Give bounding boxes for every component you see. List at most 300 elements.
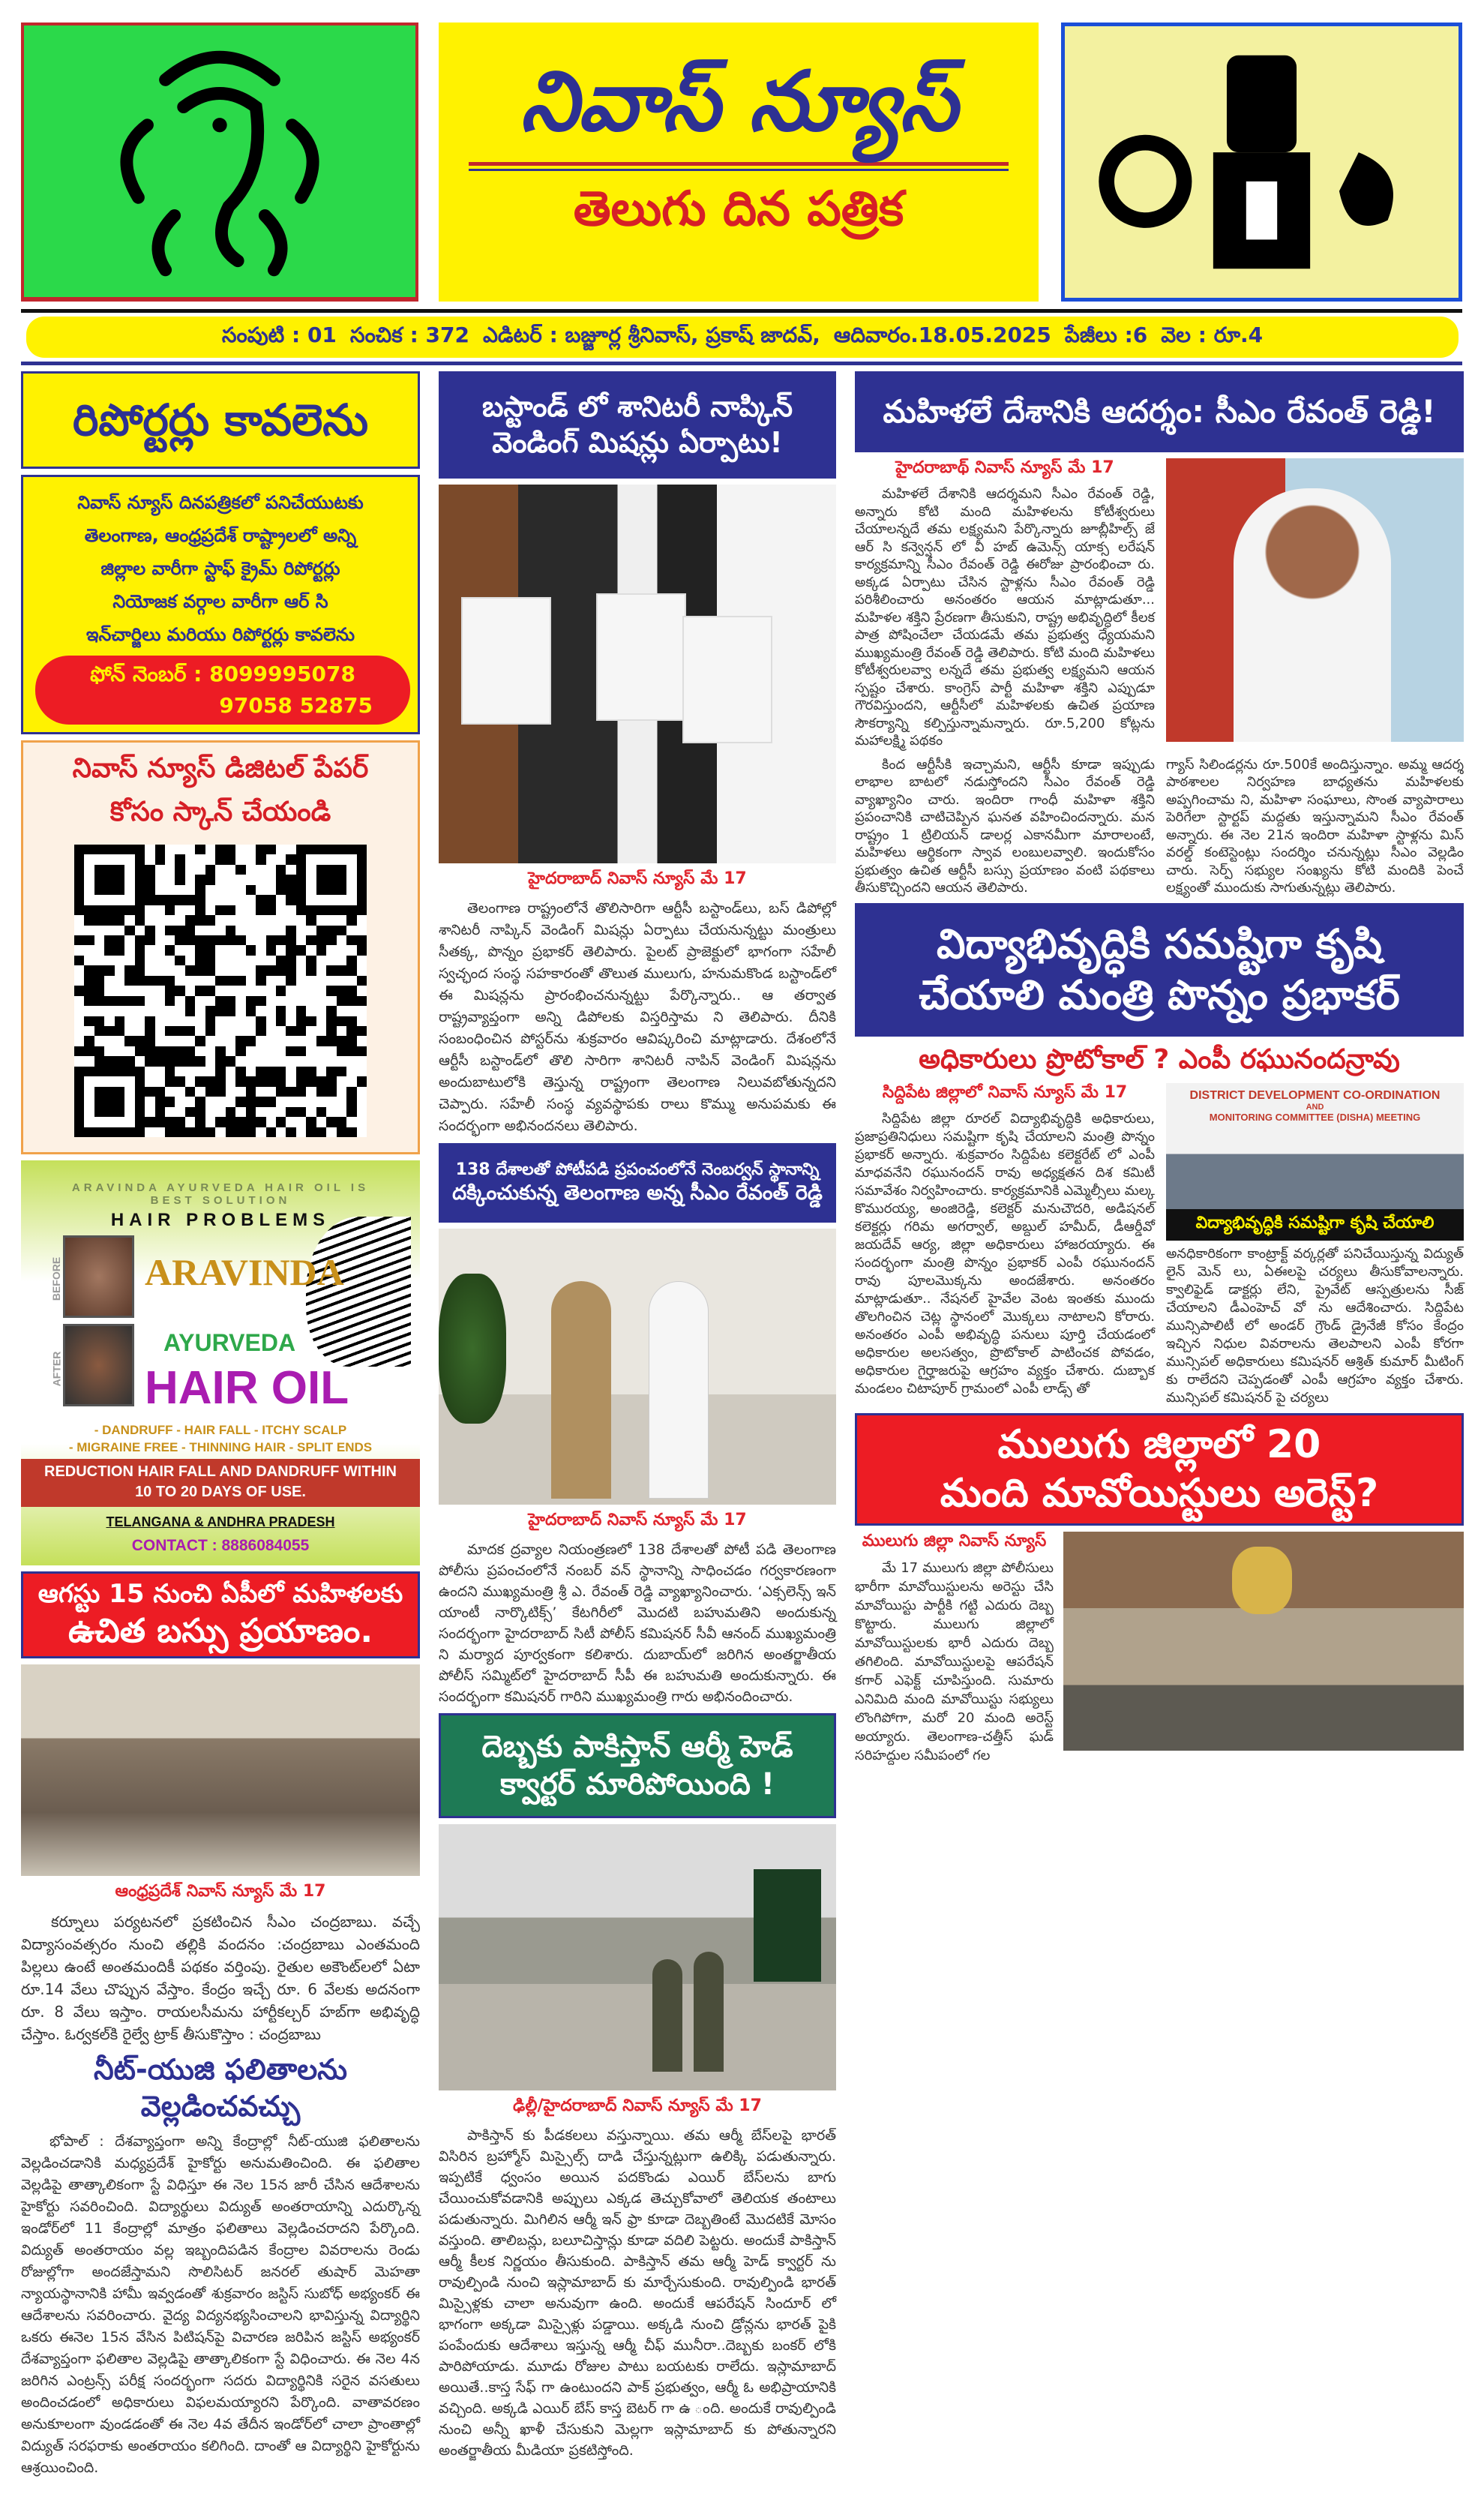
qr-module [195,854,205,864]
qr-module [124,1006,134,1016]
neet-headline: నీట్-యుజి ఫలితాలను వెల్లడించవచ్చు [94,2052,347,2123]
qr-module [346,965,356,975]
ad-line: నియోజక వర్గాల వారీగా ఆర్ సి [112,591,328,612]
qr-module [276,976,286,986]
qr-module [226,1046,235,1056]
qr-module [115,1006,124,1016]
qr-module [316,956,326,965]
qr-module [246,926,256,935]
qr-module [165,1036,175,1046]
qr-module [326,996,336,1006]
qr-module [215,1097,225,1106]
qr-module [94,935,104,945]
qr-module [84,1026,94,1036]
qr-module [286,854,295,864]
qr-module [104,965,114,975]
qr-module [185,905,195,915]
qr-module [124,945,134,955]
qr-module [337,956,346,965]
qr-module [276,935,286,945]
qr-module [104,1076,114,1086]
qr-module [266,1127,276,1137]
qr-module [165,1026,175,1036]
qr-module [316,926,326,935]
qr-module [94,875,104,884]
dateline: సిద్దిపేట జిల్లాలో నివాస్ న్యూస్ మే 17 [882,1083,1128,1103]
qr-module [115,996,124,1006]
phone-number[interactable]: ఫోన్ నెంబర్ : 8099995078 [90,662,355,686]
protocol-subheadline: అధికారులు ప్రొటోకాల్ ? ఎంపీ రఘునందన్రావు [919,1043,1400,1075]
dateline: ఆంధ్రప్రదేశ్ నివాస్ న్యూస్ మే 17 [115,1881,326,1901]
qr-module [357,956,367,965]
qr-module [346,1067,356,1076]
qr-module [94,865,104,875]
qr-module [235,956,245,965]
qr-module [205,1026,215,1036]
qr-module [84,1006,94,1016]
qr-module [74,854,84,864]
cm-figure [649,1281,709,1499]
qr-module [256,895,265,905]
qr-module [276,1056,286,1066]
qr-module [296,1127,306,1137]
qr-module [226,1107,235,1117]
qr-module [326,865,336,875]
qr-module [316,875,326,884]
qr-module [195,1117,205,1127]
qr-module [175,926,184,935]
qr-module [115,1036,124,1046]
qr-module [124,1067,134,1076]
army-hq-photo [439,1824,836,2090]
qr-module [155,915,165,925]
qr-module [185,1107,195,1117]
tirupati-balaji-box [1061,23,1462,302]
qr-module [276,1006,286,1016]
qr-module [215,915,225,925]
qr-module [246,1107,256,1117]
qr-module [175,1127,184,1137]
qr-module [246,1067,256,1076]
qr-module [337,986,346,995]
qr-module [84,845,94,854]
qr-module [135,1067,145,1076]
qr-module [326,1107,336,1117]
qr-module [337,854,346,864]
qr-module [215,926,225,935]
qr-module [286,845,295,854]
qr-module [205,865,215,875]
qr-module [165,895,175,905]
qr-module [205,1076,215,1086]
qr-module [145,1107,154,1117]
masthead-rule [469,162,1009,171]
pak-army-headline [439,1713,836,1818]
qr-module [74,885,84,895]
qr-module [357,935,367,945]
qr-module [115,1076,124,1086]
cm-story-bottom [855,756,1464,897]
qr-module [316,865,326,875]
qr-module [246,1046,256,1056]
qr-module [276,1046,286,1056]
qr-module [306,1036,316,1046]
qr-module [135,845,145,854]
qr-module [94,1127,104,1137]
qr-module [94,1016,104,1026]
qr-module [145,926,154,935]
qr-module [94,1056,104,1066]
qr-module [215,854,225,864]
dateline: హైదరాబాద్ నివాస్ న్యూస్ మే 17 [528,1511,747,1529]
qr-module [84,865,94,875]
qr-module [84,1107,94,1117]
qr-module [266,905,276,915]
phone-number-2[interactable]: 97058 52875 [219,693,373,718]
qr-module [246,865,256,875]
qr-module [246,1087,256,1097]
qr-module [256,1036,265,1046]
qr-module [306,885,316,895]
qr-module [175,1006,184,1016]
qr-module [74,1087,84,1097]
qr-module [195,965,205,975]
qr-module [276,1076,286,1086]
qr-module [94,1087,104,1097]
poster [461,597,551,725]
qr-module [346,976,356,986]
qr-module [235,1056,245,1066]
qr-module [145,1056,154,1066]
qr-module [256,945,265,955]
qr-module [155,1087,165,1097]
qr-module [175,905,184,915]
qr-module [155,845,165,854]
qr-module [124,1087,134,1097]
after-photo [63,1324,134,1406]
qr-module [195,1127,205,1137]
maoist-story [855,1532,1464,1765]
qr-module [226,1127,235,1137]
qr-module [155,1016,165,1026]
qr-module [175,845,184,854]
qr-module [195,996,205,1006]
qr-module [124,976,134,986]
qr-module [337,905,346,915]
qr-module [135,905,145,915]
qr-module [195,915,205,925]
qr-module [104,845,114,854]
qr-module [94,915,104,925]
qr-module [84,1046,94,1056]
qr-module [346,1087,356,1097]
qr-module [246,1016,256,1026]
qr-module [185,1127,195,1137]
qr-module [337,1067,346,1076]
qr-module [235,1117,245,1127]
editor: ఎడిటర్ : బజ్జూర్ల శ్రీనివాస్, ప్రకాష్ జాదవ్, [482,322,820,347]
qr-module [286,865,295,875]
qr-module [266,1076,276,1086]
qr-module [175,1026,184,1036]
qr-module [84,1016,94,1026]
qr-module [326,1036,336,1046]
qr-module [337,1127,346,1137]
qr-module [175,895,184,905]
qr-module [226,1056,235,1066]
qr-module [296,945,306,955]
qr-module [195,1006,205,1016]
qr-module [104,895,114,905]
qr-module [205,915,215,925]
qr-module [135,1056,145,1066]
qr-module [226,956,235,965]
qr-module [256,875,265,884]
qr-module [316,1016,326,1026]
qr-module [145,865,154,875]
qr-module [165,885,175,895]
qr-module [337,1056,346,1066]
ad-contact[interactable]: CONTACT : 8886084055 [131,1537,310,1554]
qr-module [286,885,295,895]
qr-module [185,1076,195,1086]
qr-module [115,1107,124,1117]
qr-module [215,885,225,895]
qr-module [175,1117,184,1127]
qr-module [276,865,286,875]
qr-module [185,935,195,945]
qr-module [215,1087,225,1097]
qr-module [346,1097,356,1106]
qr-module [316,1117,326,1127]
qr-module [94,986,104,995]
qr-module [215,1036,225,1046]
qr-module [135,1127,145,1137]
qr-module [104,956,114,965]
qr-module [94,1067,104,1076]
qr-module [246,976,256,986]
qr-module [296,915,306,925]
ad-line: జిల్లాల వారీగా స్టాఫ్ క్రైమ్ రిపోర్టర్లు [100,558,340,579]
qr-module [316,905,326,915]
qr-module [256,845,265,854]
headline-line: వెండింగ్ మిషన్లు ఏర్పాటు! [492,425,783,459]
qr-module [226,945,235,955]
qr-module [84,1117,94,1127]
qr-module [165,986,175,995]
qr-module [246,945,256,955]
qr-module [286,895,295,905]
qr-module [135,935,145,945]
qr-module [286,1107,295,1117]
qr-module [104,976,114,986]
qr-module [346,905,356,915]
qr-module [124,1107,134,1117]
qr-module [296,1067,306,1076]
ad-line: నివాస్ న్యూస్ దినపత్రికలో పనిచేయుటకు [77,492,364,513]
qr-module [215,1107,225,1117]
qr-module [74,976,84,986]
qr-module [246,875,256,884]
qr-module [74,986,84,995]
qr-module [94,1046,104,1056]
qr-module [357,1117,367,1127]
qr-module [124,854,134,864]
qr-module [346,1107,356,1117]
qr-module [84,875,94,884]
qr-module [235,1036,245,1046]
banner-text: AND [1306,1103,1324,1112]
qr-module [185,1046,195,1056]
qr-module [165,1016,175,1026]
qr-module [357,1036,367,1046]
qr-module [155,905,165,915]
qr-module [205,1097,215,1106]
poster [596,593,686,721]
qr-module [306,1117,316,1127]
qr-module [195,1087,205,1097]
qr-module [124,885,134,895]
qr-module [357,1087,367,1097]
qr-module [165,945,175,955]
qr-module [337,996,346,1006]
qr-module [185,915,195,925]
qr-module [296,926,306,935]
qr-module [296,956,306,965]
qr-module [226,1026,235,1036]
qr-module [84,1127,94,1137]
qr-module [337,926,346,935]
qr-module [357,1026,367,1036]
qr-module [296,895,306,905]
qr-module [185,895,195,905]
qr-module [195,1016,205,1026]
qr-module [195,865,205,875]
qr-module [357,845,367,854]
qr-module [74,965,84,975]
qr-module [94,905,104,915]
qr-module [306,905,316,915]
qr-module [84,885,94,895]
qr-module [266,976,276,986]
qr-module [306,1016,316,1026]
qr-module [185,1097,195,1106]
qr-module [326,885,336,895]
qr-module [104,1067,114,1076]
qr-module [316,1087,326,1097]
qr-module [195,875,205,884]
qr-module [145,1097,154,1106]
qr-module [246,885,256,895]
qr-module [346,1127,356,1137]
qr-module [215,1026,225,1036]
qr-module [316,845,326,854]
ad-line: తెలంగాణ, ఆంధ్రప్రదేశ్ రాష్ట్రాలలో అన్ని [84,525,357,546]
qr-module [235,1026,245,1036]
qr-module [346,945,356,955]
article-body: మహిళలే దేశానికి ఆదర్శమని సీఎం రేవంత్ రెడ్డి, అన్నారు కోటి మంది మహిళలను కోటీశ్వరులు చేయాలన్నదే తమ లక్ష్యమని పేర్కొన్నారు జూబ్లీహిల్స్ జే ఆర్ సి కన్వెన్షన్ లో వీ హబ్ ఉమెన్స్ యాక్స లరేషన్ కార్యక్రమాన్ని సీఎం రేవంత్ రెడ్డి ఈరోజు ప్రారంభించా రు. అక్కడ ఏర్పాటు చేసిన స్టాళ్లను సీఎం రేవంత్ రెడ్డి పరిశీలించారు అనంతరం ఆయన మాట్లాడుతూ... మహిళల శక్తిని ప్రేరణగా తీసుకుని, రాష్ట్ర అభివృద్ధిలో కీలక పాత్ర పోషించేలా చేయడమే తమ ప్రభుత్వ ధ్యేయమని ముఖ్యమంత్రి రేవంత్ రెడ్డి తెలిపారు. కోటి మంది మహిళలు కోటీశ్వరులవ్వా లన్నదే తమ ప్రభుత్వ లక్ష్యమని ఆయన స్పష్టం చేశారు. కాంగ్రెస్ పార్టీ మహిళా శక్తిని ఎప్పుడూ గౌరవిస్తుందని, ఆర్టీసీలో మహిళలకు ఉచిత ప్రయాణ సౌకర్యాన్ని కల్పిస్తున్నామన్నారు. రూ.5,200 కోట్లను మహాలక్ష్మి పథకం [855,486,1155,749]
qr-module [185,854,195,864]
page-count: పేజీలు :6 [1064,322,1148,347]
qr-module [205,1006,215,1016]
qr-module [175,976,184,986]
qr-module [205,845,215,854]
qr-module [165,1006,175,1016]
qr-module [74,1076,84,1086]
qr-module [94,1076,104,1086]
qr-module [175,945,184,955]
qr-module [165,1097,175,1106]
qr-module [135,885,145,895]
ad-region: TELANGANA & ANDHRA PRADESH [106,1514,335,1529]
qr-module [205,996,215,1006]
qr-module [155,1067,165,1076]
qr-module [337,865,346,875]
qr-module [145,854,154,864]
qr-module [205,905,215,915]
qr-module [155,986,165,995]
qr-module [215,1067,225,1076]
qr-code[interactable] [74,845,367,1137]
qr-module [226,854,235,864]
photo-caption: విద్యాభివృద్ధికి సమష్టిగా కృషి చేయాలి [1195,1214,1435,1233]
qr-module [337,915,346,925]
qr-module [235,885,245,895]
qr-module [185,965,195,975]
qr-module [326,1046,336,1056]
qr-module [175,1046,184,1056]
qr-module [337,895,346,905]
qr-module [84,1056,94,1066]
qr-module [286,1076,295,1086]
qr-module [135,1036,145,1046]
qr-module [316,895,326,905]
qr-module [115,1026,124,1036]
qr-module [84,1087,94,1097]
qr-module [124,1117,134,1127]
qr-module [124,875,134,884]
qr-module [296,986,306,995]
qr-module [266,945,276,955]
article-body: పాకిస్తాన్ కు పీడకలలు వస్తున్నాయి. తమ ఆర్మీ బేస్‌లపై భారత్ విసిరిన బ్రహ్మోస్ మిస్సైల్స్ దాడి చేస్తున్నట్లుగా ఉలిక్కి పడుతున్నారు. ఇప్పటికే ధ్వంసం అయిన పదకొండు ఎయిర్ బేస్‌లను బాగు చేయించుకోవడానికి అప్పులు ఎక్కడ తెచ్చుకోవాలో తెలియక తంటాలు పడుతున్నారు. మిగిలిన ఆర్మీ ఇన్ ఫ్రా కూడా దెబ్బతింటే మొదటికే మోసం వస్తుంది. తాలిబన్లు, బలూచిస్తాన్లు కూడా వదిలి పెట్టరు. అందుకే పాకిస్తాన్ ఆర్మీ కీలక నిర్ణయం తీసుకుంది. పాకిస్తాన్ తమ ఆర్మీ హెడ్ క్వార్టర్ ను రావుల్పిండి నుంచి ఇస్లామాబాద్ కు మార్చేసుకుంది. రావుల్పిండి భారత్ మిస్సైళ్లకు చాలా అనువుగా ఉంది. అందుకే ఆపరేషన్ సిందూర్ లో భాగంగా అక్కడా మిస్సైళ్లు పడ్డాయి. అక్కడి నుంచి డ్రోన్లను భారత్ పైకి పంపేందుకు ఆదేశాలు ఇస్తున్న ఆర్మీ చీఫ్ మునీరా..దెబ్బకు బంకర్ లోకి పారిపోయాడు. మూడు రోజుల పాటు బయటకు రాలేదు. ఇస్లామాబాద్ అయితే..కాస్త సేఫ్ గా ఉంటుందని పాక్ ప్రభుత్వం, ఆర్మీ ఓ అభిప్రాయానికి వచ్చింది. అక్కడి ఎయిర్ బేస్ కాస్త బెటర్ గా ఉ ంది. అందుకే రావుల్పిండి నుంచి అన్నీ ఖాళీ చేసుకుని మెల్లగా ఇస్లామాబాద్ కు పోతున్నారని అంతర్జాతీయ మీడియా ప్రకటిస్తోంది. [439,2127,836,2459]
qr-module [266,1056,276,1066]
ad-benefits: - MIGRAINE FREE - THINNING HAIR - SPLIT ENDS [68,1440,373,1454]
qr-module [155,1076,165,1086]
qr-module [135,1026,145,1036]
article-body: అనధికారికంగా కాంట్రాక్ట్ వర్కర్లతో పనిచేయిస్తున్న విద్యుత్ లైన్ మెన్ లు, ఏఈలపై చర్యలు తీసుకోవాలన్నారు. క్వాలిఫైడ్ డాక్టర్లు లేని, ప్రైవేట్ ఆస్పత్రులను సీజ్ చేయాలని డీఎంహెచ్ వో ను ఆదేశించారు. సిద్దిపేట మున్సిపాలిటీ లో అండర్ గ్రౌండ్ డ్రైనేజీ కోసం కేంద్రం ఇచ్చిన నిధుల వివరాలను తెలపాలని ఎంపీ కోరగా మున్సిపల్ అధికారులు కమిషనర్ ఆశ్రిత్ కుమార్ మీటింగ్ కు రాలేదని చెప్పడంతో ఎంపీ ఆగ్రహం వ్యక్తం చేశారు. మున్సిపల్ కమిషనర్ పై చర్యలు [1166,1246,1464,1406]
qr-module [115,915,124,925]
qr-module [256,965,265,975]
edition-info-bar [26,317,1459,358]
qr-module [84,945,94,955]
qr-module [115,845,124,854]
qr-module [276,996,286,1006]
qr-module [84,915,94,925]
qr-module [195,1076,205,1086]
qr-module [326,965,336,975]
qr-module [316,885,326,895]
qr-module [337,1097,346,1106]
qr-module [246,915,256,925]
qr-module [296,1117,306,1127]
qr-module [135,1107,145,1117]
qr-module [235,865,245,875]
qr-module [124,1097,134,1106]
qr-module [337,1016,346,1026]
qr-module [175,1097,184,1106]
qr-module [124,1056,134,1066]
dateline: ఢిల్లీ/హైదరాబాద్ నివాస్ న్యూస్ మే 17 [513,2096,762,2115]
